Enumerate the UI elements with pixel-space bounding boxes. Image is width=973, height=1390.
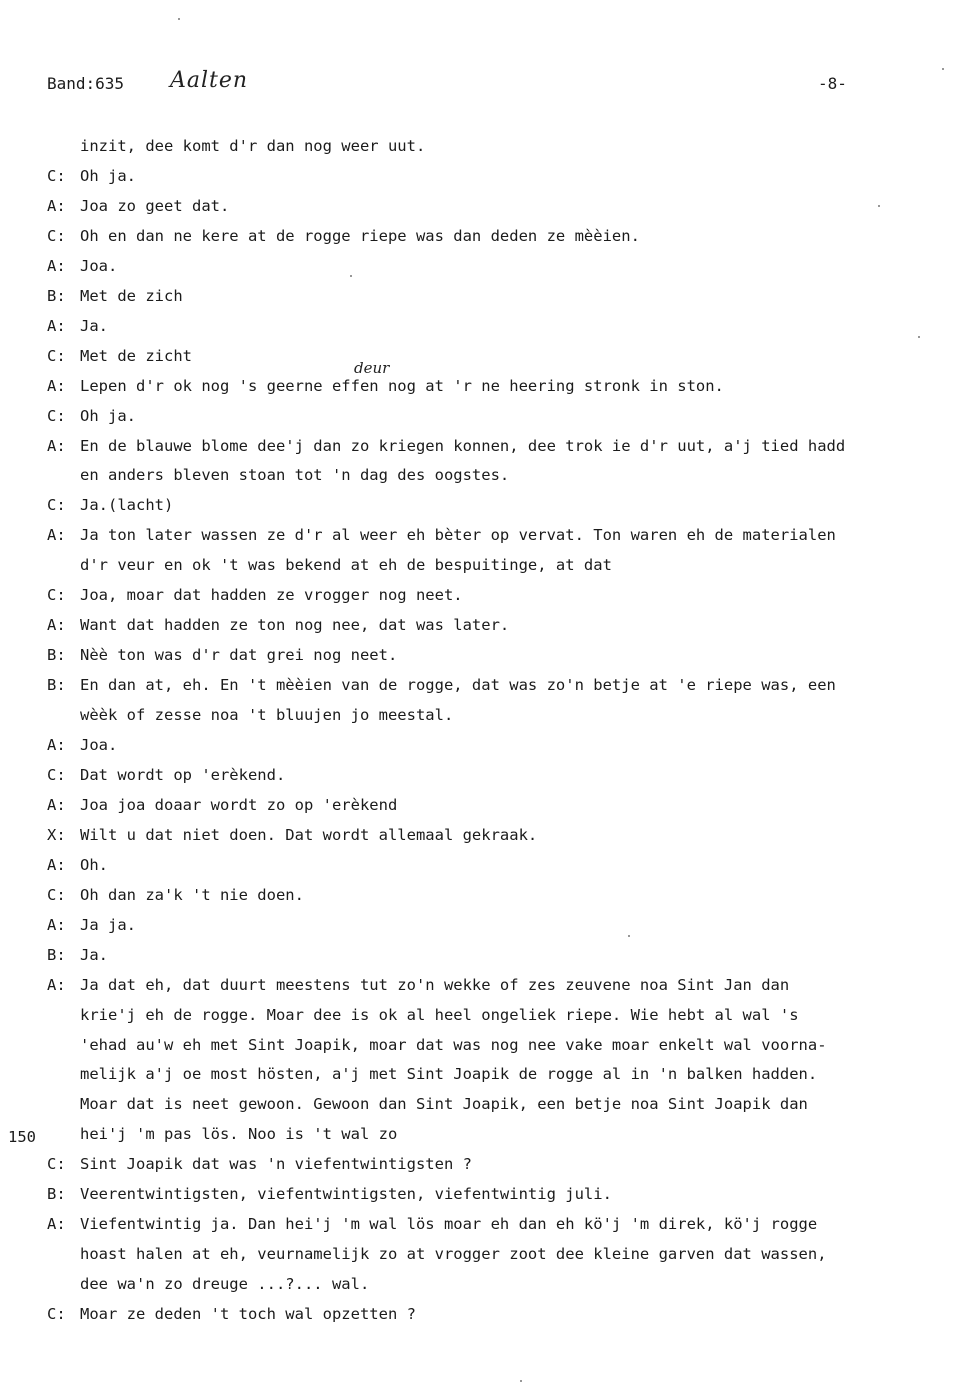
line-text: Nèè ton was d'r dat grei nog neet. [80,646,398,664]
line-text: En dan at, eh. En 't mèèien van de rogge, dat was zo'n betje at 'e riepe was, een [80,676,836,694]
line-text: Ja. [80,946,108,964]
line-text: Moar dat is neet gewoon. Gewoon dan Sint Joapik, een betje noa Sint Joapik dan [80,1095,808,1113]
speaker-label: C: [47,227,66,245]
line-text: inzit, dee komt d'r dan nog weer uut. [80,137,426,155]
speaker-label: C: [47,407,66,425]
speaker-label: X: [47,826,66,844]
line-text: Sint Joapik dat was 'n viefentwintigsten ? [80,1155,472,1173]
line-text: Joa. [80,736,118,754]
line-text: d'r veur en ok 't was bekend at eh de bespuitinge, at dat [80,556,612,574]
speaker-label: C: [47,1305,66,1323]
speaker-label: A: [47,257,66,275]
speaker-label: C: [47,766,66,784]
line-text: en anders bleven stoan tot 'n dag des oogstes. [80,466,510,484]
line-text: Veerentwintigsten, viefentwintigsten, viefentwintig juli. [80,1185,612,1203]
handwritten-title: Aalten [170,68,249,93]
margin-line-number: 150 [8,1128,36,1146]
scan-speck [178,18,180,20]
line-text: Lepen d'r ok nog 's geerne effen nog at 'r ne heering stronk in ston. [80,377,724,395]
speaker-label: B: [47,287,66,305]
line-text: Ja ja. [80,916,136,934]
speaker-label: C: [47,1155,66,1173]
speaker-label: A: [47,736,66,754]
line-text: Dat wordt op 'erèkend. [80,766,286,784]
speaker-label: A: [47,616,66,634]
line-text: Ja.(lacht) [80,496,174,514]
speaker-label: A: [47,796,66,814]
line-text: hei'j 'm pas lös. Noo is 't wal zo [80,1125,398,1143]
speaker-label: A: [47,916,66,934]
line-text: Ja. [80,317,108,335]
line-text: wèèk of zesse noa 't bluujen jo meestal. [80,706,454,724]
scan-speck [942,68,944,70]
line-text: krie'j eh de rogge. Moar dee is ok al heel ongeliek riepe. Wie hebt al wal 's [80,1006,799,1024]
speaker-label: C: [47,347,66,365]
line-text: hoast halen at eh, veurnamelijk zo at vrogger zoot dee kleine garven dat wassen, [80,1245,827,1263]
line-text: dee wa'n zo dreuge ...?... wal. [80,1275,370,1293]
speaker-label: B: [47,676,66,694]
line-text: Ja ton later wassen ze d'r al weer eh bèter op vervat. Ton waren eh de materialen [80,526,836,544]
line-text: Ja dat eh, dat duurt meestens tut zo'n wekke of zes zeuvene noa Sint Jan dan [80,976,790,994]
line-text: Viefentwintig ja. Dan hei'j 'm wal lös moar eh dan eh kö'j 'm direk, kö'j rogge [80,1215,818,1233]
line-text: En de blauwe blome dee'j dan zo kriegen konnen, dee trok ie d'r uut, a'j tied hadd [80,437,846,455]
line-text: Wilt u dat niet doen. Dat wordt allemaal gekraak. [80,826,538,844]
handwritten-annotation: deur [354,359,390,377]
speaker-label: A: [47,976,66,994]
speaker-label: C: [47,586,66,604]
line-text: 'ehad au'w eh met Sint Joapik, moar dat was nog nee vake moar enkelt wal voorna- [80,1036,827,1054]
speaker-label: B: [47,946,66,964]
line-text: Oh ja. [80,167,136,185]
speaker-label: B: [47,646,66,664]
speaker-label: B: [47,1185,66,1203]
line-text: Oh en dan ne kere at de rogge riepe was dan deden ze mèèien. [80,227,640,245]
band-label: Band:635 [47,74,125,93]
speaker-label: A: [47,437,66,455]
speaker-label: C: [47,496,66,514]
speaker-label: A: [47,377,66,395]
scan-speck [918,336,920,338]
speaker-label: A: [47,317,66,335]
line-text: melijk a'j oe most hösten, a'j met Sint Joapik de rogge al in 'n balken hadden. [80,1065,818,1083]
speaker-label: A: [47,856,66,874]
line-text: Met de zich [80,287,183,305]
line-text: Moar ze deden 't toch wal opzetten ? [80,1305,416,1323]
page-number: -8- [818,74,847,93]
scan-speck [350,275,352,277]
line-text: Joa joa doaar wordt zo op 'erèkend [80,796,398,814]
scan-speck [520,1380,522,1382]
speaker-label: C: [47,886,66,904]
line-text: Want dat hadden ze ton nog nee, dat was later. [80,616,510,634]
speaker-label: A: [47,197,66,215]
speaker-label: A: [47,526,66,544]
speaker-label: C: [47,167,66,185]
line-text: Joa. [80,257,118,275]
line-text: Met de zicht [80,347,192,365]
scan-speck [878,205,880,207]
line-text: Oh ja. [80,407,136,425]
line-text: Joa, moar dat hadden ze vrogger nog neet. [80,586,463,604]
line-text: Oh. [80,856,108,874]
scan-speck [628,935,630,937]
speaker-label: A: [47,1215,66,1233]
line-text: Oh dan za'k 't nie doen. [80,886,304,904]
line-text: Joa zo geet dat. [80,197,230,215]
